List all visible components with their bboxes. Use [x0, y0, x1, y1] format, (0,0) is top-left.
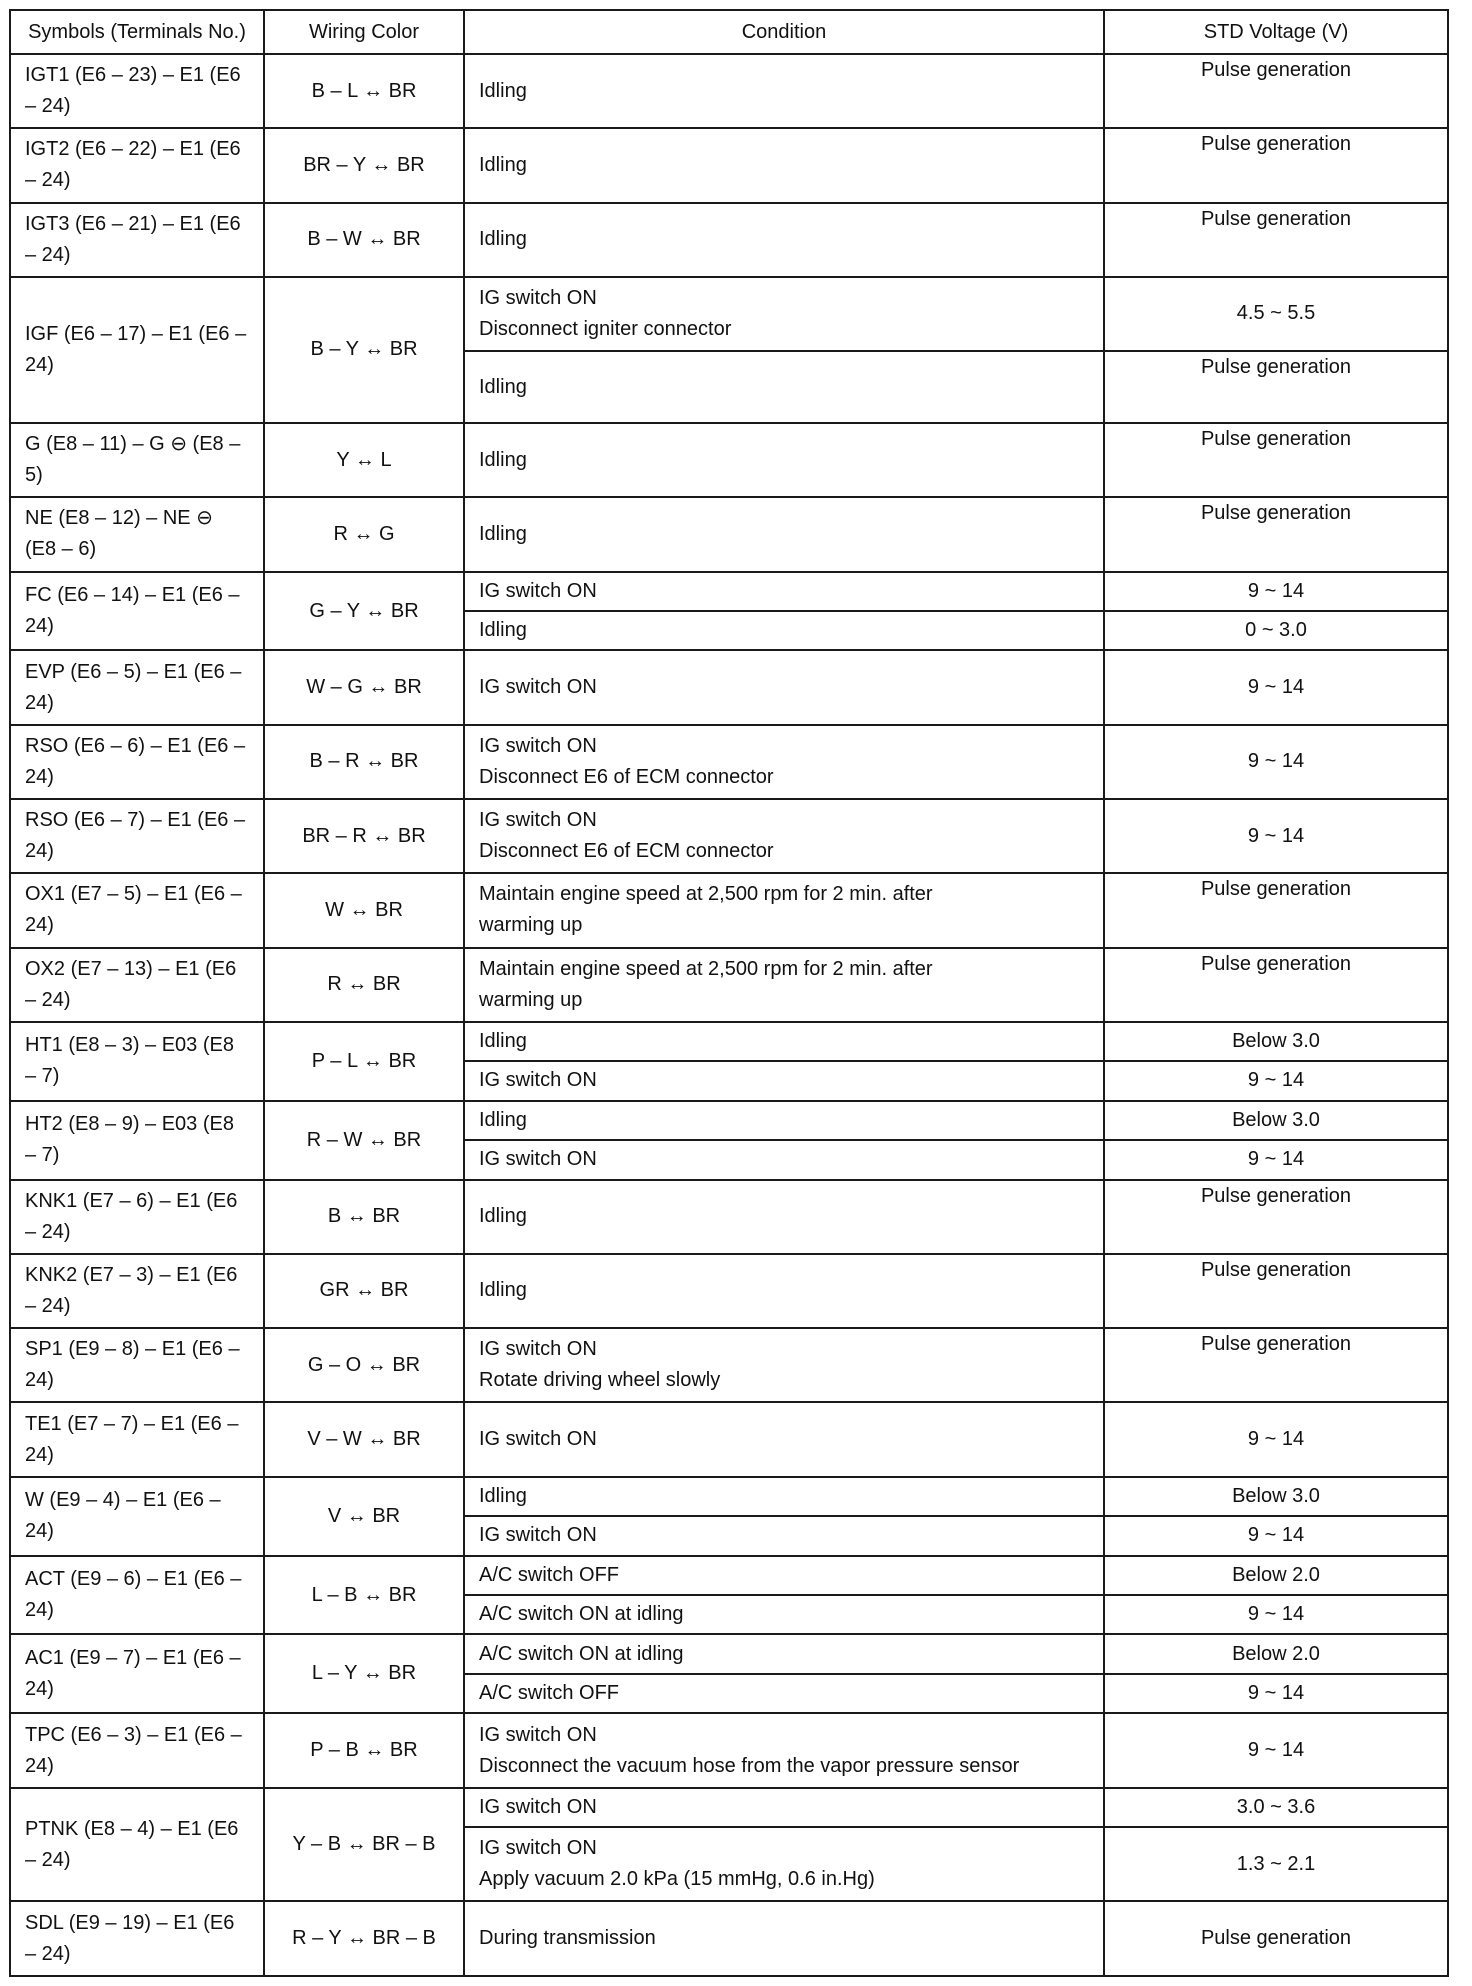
condition-cell	[464, 1788, 1104, 1827]
condition-line: Idling	[479, 228, 527, 251]
symbol-cell: RSO (E6 – 7) – E1 (E6 – 24)	[10, 799, 264, 873]
wiring-color-cell: BR – R ↔ BR	[264, 799, 464, 873]
condition-line-2: warming up	[479, 988, 583, 1011]
header-std-voltage: STD Voltage (V)	[1104, 10, 1448, 54]
table-row	[10, 572, 1448, 611]
table-row	[10, 203, 1448, 277]
table-row	[10, 497, 1448, 571]
table-row	[10, 1788, 1448, 1827]
condition-line-2: Disconnect E6 of ECM connector	[479, 765, 774, 788]
wiring-color-cell: G – O ↔ BR	[264, 1328, 464, 1402]
symbol-cell: KNK2 (E7 – 3) – E1 (E6 – 24)	[10, 1254, 264, 1328]
condition-cell	[464, 1595, 1104, 1634]
table-row	[10, 1101, 1448, 1140]
symbol-cell: W (E9 – 4) – E1 (E6 – 24)	[10, 1477, 264, 1556]
condition-line: IG switch ON	[479, 1428, 597, 1451]
wiring-color-cell: W ↔ BR	[264, 873, 464, 947]
table-row	[10, 1254, 1448, 1328]
condition-line: IG switch ON	[479, 1837, 597, 1860]
condition-cell	[464, 277, 1104, 351]
std-voltage-cell: Pulse generation	[1104, 1901, 1448, 1976]
condition-line: Idling	[479, 1484, 527, 1507]
std-voltage-cell: 9 ~ 14	[1104, 650, 1448, 724]
condition-line: A/C switch OFF	[479, 1682, 620, 1705]
condition-line: Maintain engine speed at 2,500 rpm for 2 min. after	[479, 883, 933, 906]
std-voltage-cell: 1.3 ~ 2.1	[1104, 1827, 1448, 1901]
condition-cell	[464, 1254, 1104, 1328]
wiring-color-cell: P – B ↔ BR	[264, 1713, 464, 1787]
header-wiring-color: Wiring Color	[264, 10, 464, 54]
condition-cell	[464, 1140, 1104, 1179]
wiring-color-cell: B – L ↔ BR	[264, 54, 464, 128]
condition-cell	[464, 1901, 1104, 1976]
table-row	[10, 1402, 1448, 1476]
condition-cell	[464, 1827, 1104, 1901]
table-row	[10, 725, 1448, 799]
table-row	[10, 1556, 1448, 1595]
condition-line-2: Disconnect igniter connector	[479, 317, 732, 340]
condition-cell	[464, 611, 1104, 650]
condition-cell	[464, 423, 1104, 497]
table-row	[10, 948, 1448, 1022]
condition-cell	[464, 54, 1104, 128]
condition-cell	[464, 873, 1104, 947]
header-condition: Condition	[464, 10, 1104, 54]
condition-cell	[464, 1180, 1104, 1254]
condition-line: A/C switch ON at idling	[479, 1642, 684, 1665]
condition-cell	[464, 572, 1104, 611]
condition-cell	[464, 1634, 1104, 1673]
condition-line-2: Disconnect E6 of ECM connector	[479, 840, 774, 863]
symbol-cell: OX2 (E7 – 13) – E1 (E6 – 24)	[10, 948, 264, 1022]
condition-line: IG switch ON	[479, 1069, 597, 1092]
wiring-color-cell: R ↔ BR	[264, 948, 464, 1022]
condition-cell	[464, 1061, 1104, 1100]
symbol-cell: RSO (E6 – 6) – E1 (E6 – 24)	[10, 725, 264, 799]
symbol-cell: FC (E6 – 14) – E1 (E6 – 24)	[10, 572, 264, 651]
condition-line: Idling	[479, 375, 527, 398]
symbol-cell: KNK1 (E7 – 6) – E1 (E6 – 24)	[10, 1180, 264, 1254]
std-voltage-cell: Pulse generation	[1104, 497, 1448, 571]
std-voltage-cell: Pulse generation	[1104, 203, 1448, 277]
std-voltage-cell: 9 ~ 14	[1104, 1516, 1448, 1555]
std-voltage-cell: 0 ~ 3.0	[1104, 611, 1448, 650]
symbol-cell: AC1 (E9 – 7) – E1 (E6 – 24)	[10, 1634, 264, 1713]
condition-cell	[464, 497, 1104, 571]
wiring-color-cell: GR ↔ BR	[264, 1254, 464, 1328]
table-row	[10, 650, 1448, 724]
std-voltage-cell: 9 ~ 14	[1104, 1674, 1448, 1713]
std-voltage-cell: Below 2.0	[1104, 1634, 1448, 1673]
condition-line-2: Disconnect the vacuum hose from the vapor pressure sensor	[479, 1754, 1020, 1777]
symbol-cell: OX1 (E7 – 5) – E1 (E6 – 24)	[10, 873, 264, 947]
std-voltage-cell: Pulse generation	[1104, 1180, 1448, 1254]
wiring-color-cell: BR – Y ↔ BR	[264, 128, 464, 202]
table-row	[10, 1634, 1448, 1673]
header-symbol: Symbols (Terminals No.)	[10, 10, 264, 54]
table-row	[10, 1477, 1448, 1516]
std-voltage-cell: 9 ~ 14	[1104, 1595, 1448, 1634]
condition-line: IG switch ON	[479, 286, 597, 309]
std-voltage-cell: 9 ~ 14	[1104, 799, 1448, 873]
table-row	[10, 54, 1448, 128]
voltage-spec-table	[9, 9, 1449, 1977]
wiring-color-cell: B – Y ↔ BR	[264, 277, 464, 423]
condition-line: IG switch ON	[479, 809, 597, 832]
condition-line: Maintain engine speed at 2,500 rpm for 2 min. after	[479, 957, 933, 980]
condition-cell	[464, 1674, 1104, 1713]
condition-line: Idling	[479, 1205, 527, 1228]
condition-line: Idling	[479, 1279, 527, 1302]
symbol-cell: HT2 (E8 – 9) – E03 (E8 – 7)	[10, 1101, 264, 1180]
std-voltage-cell: 3.0 ~ 3.6	[1104, 1788, 1448, 1827]
symbol-cell: IGT1 (E6 – 23) – E1 (E6 – 24)	[10, 54, 264, 128]
wiring-color-cell: R ↔ G	[264, 497, 464, 571]
wiring-color-cell: G – Y ↔ BR	[264, 572, 464, 651]
condition-line: Idling	[479, 1030, 527, 1052]
table-row	[10, 799, 1448, 873]
std-voltage-cell: Below 3.0	[1104, 1101, 1448, 1140]
condition-cell	[464, 1516, 1104, 1555]
symbol-cell: EVP (E6 – 5) – E1 (E6 – 24)	[10, 650, 264, 724]
condition-line: IG switch ON	[479, 1148, 597, 1171]
std-voltage-cell: Pulse generation	[1104, 351, 1448, 423]
condition-cell	[464, 1556, 1104, 1595]
table-row	[10, 1328, 1448, 1402]
symbol-cell: IGT2 (E6 – 22) – E1 (E6 – 24)	[10, 128, 264, 202]
symbol-cell: ACT (E9 – 6) – E1 (E6 – 24)	[10, 1556, 264, 1635]
condition-cell	[464, 948, 1104, 1022]
symbol-cell: IGF (E6 – 17) – E1 (E6 – 24)	[10, 277, 264, 423]
symbol-cell: IGT3 (E6 – 21) – E1 (E6 – 24)	[10, 203, 264, 277]
wiring-color-cell: V – W ↔ BR	[264, 1402, 464, 1476]
std-voltage-cell: Below 3.0	[1104, 1477, 1448, 1516]
std-voltage-cell: 9 ~ 14	[1104, 1140, 1448, 1179]
std-voltage-cell: Pulse generation	[1104, 54, 1448, 128]
std-voltage-cell: 4.5 ~ 5.5	[1104, 277, 1448, 351]
std-voltage-cell: Pulse generation	[1104, 948, 1448, 1022]
condition-cell	[464, 1022, 1104, 1061]
condition-cell	[464, 203, 1104, 277]
std-voltage-cell: 9 ~ 14	[1104, 1713, 1448, 1787]
condition-line: Idling	[479, 79, 527, 102]
condition-line: Idling	[479, 1108, 527, 1131]
condition-line: IG switch ON	[479, 1524, 597, 1547]
wiring-color-cell: Y ↔ L	[264, 423, 464, 497]
header-row	[10, 10, 1448, 54]
condition-cell	[464, 1477, 1104, 1516]
condition-line-2: Rotate driving wheel slowly	[479, 1369, 721, 1392]
wiring-color-cell: L – Y ↔ BR	[264, 1634, 464, 1713]
condition-cell	[464, 725, 1104, 799]
symbol-cell: TPC (E6 – 3) – E1 (E6 – 24)	[10, 1713, 264, 1787]
condition-cell	[464, 128, 1104, 202]
condition-cell	[464, 351, 1104, 423]
condition-line-2: warming up	[479, 914, 583, 937]
table-row	[10, 1180, 1448, 1254]
wiring-color-cell: Y – B ↔ BR – B	[264, 1788, 464, 1902]
condition-line: A/C switch OFF	[479, 1563, 620, 1586]
table-row	[10, 128, 1448, 202]
condition-cell	[464, 1402, 1104, 1476]
std-voltage-cell: 9 ~ 14	[1104, 572, 1448, 611]
std-voltage-cell: 9 ~ 14	[1104, 1402, 1448, 1476]
std-voltage-cell: Pulse generation	[1104, 128, 1448, 202]
wiring-color-cell: W – G ↔ BR	[264, 650, 464, 724]
condition-line: A/C switch ON at idling	[479, 1603, 684, 1626]
condition-line: IG switch ON	[479, 579, 597, 602]
symbol-cell: NE (E8 – 12) – NE ⊖ (E8 – 6)	[10, 497, 264, 571]
table-row	[10, 1713, 1448, 1787]
symbol-cell: SP1 (E9 – 8) – E1 (E6 – 24)	[10, 1328, 264, 1402]
condition-cell	[464, 1328, 1104, 1402]
table-row	[10, 277, 1448, 351]
condition-line: IG switch ON	[479, 1795, 597, 1818]
condition-cell	[464, 1713, 1104, 1787]
table-row	[10, 1022, 1448, 1061]
std-voltage-cell: Pulse generation	[1104, 873, 1448, 947]
table-row	[10, 423, 1448, 497]
std-voltage-cell: Below 3.0	[1104, 1022, 1448, 1061]
condition-line: IG switch ON	[479, 676, 597, 699]
wiring-color-cell: L – B ↔ BR	[264, 1556, 464, 1635]
wiring-color-cell: R – Y ↔ BR – B	[264, 1901, 464, 1976]
std-voltage-cell: Below 2.0	[1104, 1556, 1448, 1595]
symbol-cell: G (E8 – 11) – G ⊖ (E8 – 5)	[10, 423, 264, 497]
condition-line: Idling	[479, 522, 527, 545]
std-voltage-cell: Pulse generation	[1104, 423, 1448, 497]
condition-cell	[464, 1101, 1104, 1140]
wiring-color-cell: B – R ↔ BR	[264, 725, 464, 799]
table-row	[10, 873, 1448, 947]
wiring-color-cell: R – W ↔ BR	[264, 1101, 464, 1180]
symbol-cell: HT1 (E8 – 3) – E03 (E8 – 7)	[10, 1022, 264, 1101]
condition-line: Idling	[479, 448, 527, 471]
condition-line-2: Apply vacuum 2.0 kPa (15 mmHg, 0.6 in.Hg)	[479, 1868, 875, 1891]
condition-line: IG switch ON	[479, 734, 597, 757]
std-voltage-cell: Pulse generation	[1104, 1254, 1448, 1328]
table-row	[10, 1901, 1448, 1976]
symbol-cell: SDL (E9 – 19) – E1 (E6 – 24)	[10, 1901, 264, 1976]
wiring-color-cell: B – W ↔ BR	[264, 203, 464, 277]
symbol-cell: PTNK (E8 – 4) – E1 (E6 – 24)	[10, 1788, 264, 1902]
wiring-color-cell: V ↔ BR	[264, 1477, 464, 1556]
std-voltage-cell: Pulse generation	[1104, 1328, 1448, 1402]
condition-line: IG switch ON	[479, 1723, 597, 1746]
wiring-color-cell: B ↔ BR	[264, 1180, 464, 1254]
condition-line: Idling	[479, 619, 527, 642]
condition-line: IG switch ON	[479, 1338, 597, 1361]
wiring-color-cell: P – L ↔ BR	[264, 1022, 464, 1101]
symbol-cell: TE1 (E7 – 7) – E1 (E6 – 24)	[10, 1402, 264, 1476]
condition-line: Idling	[479, 153, 527, 176]
condition-cell	[464, 650, 1104, 724]
std-voltage-cell: 9 ~ 14	[1104, 725, 1448, 799]
std-voltage-cell: 9 ~ 14	[1104, 1061, 1448, 1100]
table-body	[10, 54, 1448, 1976]
condition-line: During transmission	[479, 1927, 656, 1950]
condition-cell	[464, 799, 1104, 873]
